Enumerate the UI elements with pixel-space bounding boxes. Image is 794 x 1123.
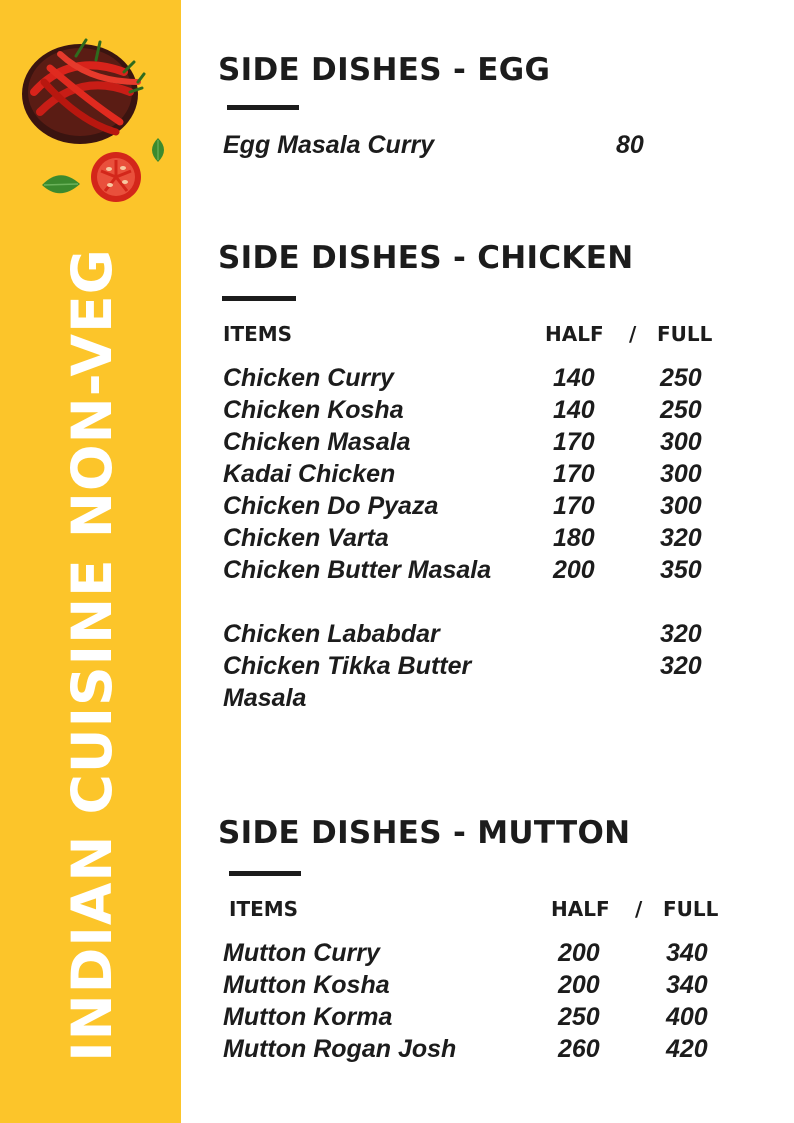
mutton-col-items: ITEMS [229,897,299,921]
mutton-item-full: 340 [666,939,708,967]
chicken-item-name: Chicken Curry [223,364,394,392]
mutton-col-half: HALF [551,897,610,921]
chicken-full-only-item-name-line1: Chicken Tikka Butter [223,652,472,680]
chicken-item-name: Chicken Masala [223,428,411,456]
chicken-item-full: 350 [660,556,702,584]
chicken-section-heading: SIDE DISHES - CHICKEN [218,240,634,276]
chicken-item-full: 300 [660,460,702,488]
chicken-item-half: 140 [553,396,595,424]
chicken-full-only-item-name-line2: Masala [223,684,307,712]
mutton-section-heading: SIDE DISHES - MUTTON [218,815,631,851]
mutton-item-name: Mutton Korma [223,1003,393,1031]
chicken-item-name: Chicken Kosha [223,396,404,424]
mutton-item-full: 420 [666,1035,708,1063]
mutton-item-name: Mutton Curry [223,939,380,967]
mutton-item-half: 260 [558,1035,600,1063]
red-chilli-bowl-image [20,32,146,146]
chicken-full-only-item-full: 320 [660,620,702,648]
mutton-item-full: 340 [666,971,708,999]
mutton-heading-underline [229,871,301,876]
chicken-item-name: Kadai Chicken [223,460,396,488]
basil-leaf-image [40,170,82,200]
mutton-item-half: 200 [558,939,600,967]
chicken-col-separator: / [629,322,637,346]
chicken-item-half: 170 [553,492,595,520]
basil-leaf-small-image [146,136,170,164]
mutton-item-name: Mutton Kosha [223,971,390,999]
chicken-item-full: 300 [660,492,702,520]
chicken-item-name: Chicken Do Pyaza [223,492,439,520]
chicken-col-full: FULL [657,322,713,346]
mutton-col-full: FULL [663,897,719,921]
chicken-item-full: 320 [660,524,702,552]
chicken-heading-underline [222,296,296,301]
egg-item-name: Egg Masala Curry [223,131,435,159]
chicken-item-half: 170 [553,460,595,488]
mutton-item-full: 400 [666,1003,708,1031]
chicken-item-half: 170 [553,428,595,456]
chicken-full-only-item-name: Chicken Lababdar [223,620,440,648]
sidebar [0,0,181,1123]
chicken-item-full: 250 [660,396,702,424]
sidebar-title: INDIAN CUISINE NON-VEG [60,248,124,1062]
mutton-item-name: Mutton Rogan Josh [223,1035,457,1063]
chicken-item-full: 300 [660,428,702,456]
chicken-item-half: 140 [553,364,595,392]
chicken-item-name: Chicken Varta [223,524,389,552]
chicken-item-half: 180 [553,524,595,552]
chicken-item-full: 250 [660,364,702,392]
mutton-col-separator: / [635,897,643,921]
mutton-item-half: 250 [558,1003,600,1031]
chicken-item-half: 200 [553,556,595,584]
chicken-item-name: Chicken Butter Masala [223,556,492,584]
chicken-col-half: HALF [545,322,604,346]
egg-heading-underline [227,105,299,110]
tomato-slice-image [90,151,142,203]
egg-item-price: 80 [616,131,644,159]
egg-section-heading: SIDE DISHES - EGG [218,52,551,88]
chicken-col-items: ITEMS [223,322,293,346]
mutton-item-half: 200 [558,971,600,999]
chicken-full-only-item-full: 320 [660,652,702,680]
